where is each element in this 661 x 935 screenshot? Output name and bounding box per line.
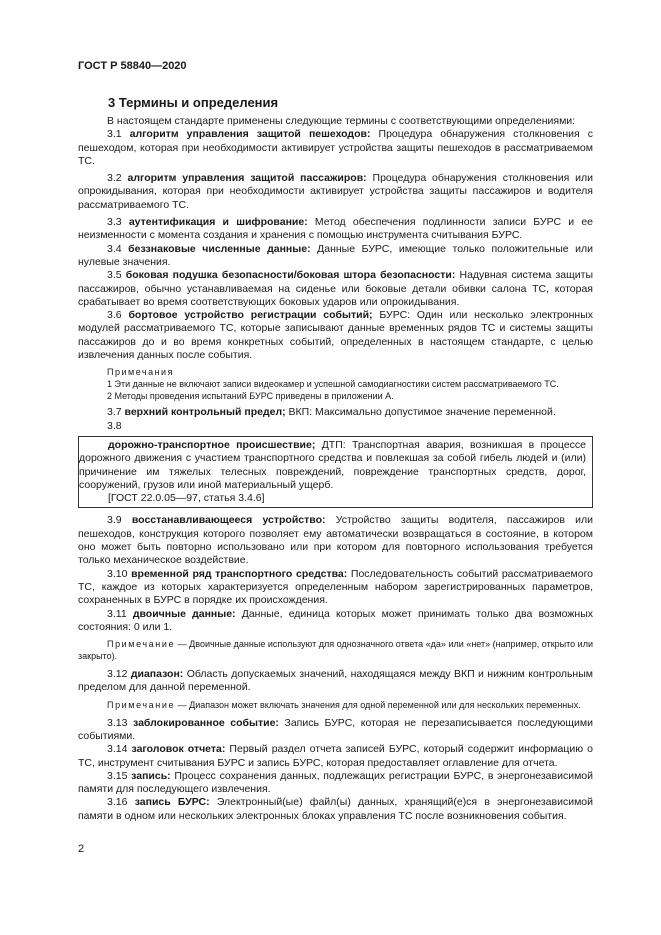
term-3-8-source: [ГОСТ 22.0.05—97, статья 3.4.6] (108, 492, 265, 505)
term-3-5: 3.5 боковая подушка безопасности/боковая штора безопасности: Надувная система защиты пассажиров, обычно устанавливаемая на сиденье или боковые детали обивки салона ТС, которая срабатывает во время соответствующих боковых ударов или опрокидывания. (78, 269, 594, 308)
term-3-7: 3.7 верхний контрольный предел; ВКП: Максимально допустимое значение переменной. (107, 406, 556, 419)
page-number: 2 (78, 843, 85, 855)
term-3-9: 3.9 восстанавливающееся устройство: Устройство защиты водителя, пассажиров или пешеходов, конструкция которого позволяет ему автоматически возвращаться в состояние, в котором оно может быть повторно использовано или при котором для повторного использования требуется только механическое воздействие. (78, 514, 593, 567)
term-3-12: 3.12 диапазон: Область допускаемых значений, находящаяся между ВКП и нижним контрольным пределом для данной переменной. (78, 668, 593, 694)
term-3-11: 3.11 двоичные данные: Данные, единица которых может принимать только два возможных состояния: 0 или 1. (78, 607, 594, 633)
term-3-13: 3.13 заблокированное событие: Запись БУРС, которая не перезаписывается последующими событиями. (78, 716, 594, 742)
term-3-10: 3.10 временной ряд транспортного средства: Последовательность событий рассматриваемого ТС, каждое из которых характеризуется определенным набором зарегистрированных параметров, сохраненных в БУРС в порядке их происхождения. (78, 567, 594, 607)
note-1: 1 Эти данные не включают записи видеокамер и успешной самодиагностики систем рассматриваемого ТС. (107, 379, 559, 390)
term-3-16: 3.16 запись БУРС: Электронный(ые) файл(ы) данных, хранящий(е)ся в энергонезависимой памяти в одном или нескольких электронных блоках управления ТС после возникновения события. (78, 796, 593, 822)
notes-title: Примечания (107, 367, 174, 378)
note-3-11: Примечание — Двоичные данные используют для однозначного ответа «да» или «нет» (например, открыто или закрыто). (78, 639, 593, 662)
term-3-8: дорожно-транспортное происшествие; ДТП: Транспортная авария, возникшая в процессе дорожного движения с участием транспортного средства и повлекшая за собой гибель людей и (или) причинение им тяжелых телесных повреждений, повреждение транспортных средств, дорог, сооружений, грузов или иной материальный ущерб. (79, 438, 587, 491)
note-2: 2 Методы проведения испытаний БУРС приведены в приложении А. (107, 391, 394, 402)
document-body (78, 115, 593, 823)
term-3-2: 3.2 алгоритм управления защитой пассажиров: Процедура обнаружения столкновения или опрокидывания, которая при необходимости активирует устройства защиты пассажиров и водителя рассматриваемого ТС. (78, 172, 593, 211)
intro-text: В настоящем стандарте применены следующие термины с соответствующими определениями: (107, 115, 576, 127)
term-3-6: 3.6 бортовое устройство регистрации событий; БУРС: Один или несколько электронных модулей рассматриваемого ТС, которые записывают данные временных рядов ТС и системы защиты пассажиров до и во время конкретных событий, определенных в настоящем стандарте, с целью извлечения данных после события. (78, 309, 594, 362)
term-3-3: 3.3 аутентификация и шифрование: Метод обеспечения подлинности записи БУРС и ее неизменности с момента создания и хранения с помощью инструмента считывания БУРС. (78, 216, 593, 242)
term-3-1: 3.1 алгоритм управления защитой пешеходов: Процедура обнаружения столкновения с пешеходом, которая при необходимости активирует устройства защиты пешеходов в рассматриваемом ТС. (78, 128, 593, 167)
quoted-term-box (78, 436, 593, 508)
note-3-12: Примечание — Диапазон может включать значения для одной переменной или для нескольких переменных. (107, 699, 581, 710)
section-title: 3 Термины и определения (108, 95, 279, 110)
term-3-15: 3.15 запись: Процесс сохранения данных, подлежащих регистрации БУРС, в энергонезависимой памяти для последующего извлечения. (78, 769, 593, 796)
term-3-8-number: 3.8 (107, 419, 122, 432)
term-3-14: 3.14 заголовок отчета: Первый раздел отчета записей БУРС, который содержит информацию о ТС, инструмент считывания БУРС и запись БУРС, которая предоставляет оглавление для отчета. (78, 743, 593, 769)
document-header: ГОСТ Р 58840—2020 (78, 60, 187, 72)
term-3-4: 3.4 беззнаковые численные данные: Данные БУРС, имеющие только положительные или нулевые значения. (78, 242, 593, 268)
